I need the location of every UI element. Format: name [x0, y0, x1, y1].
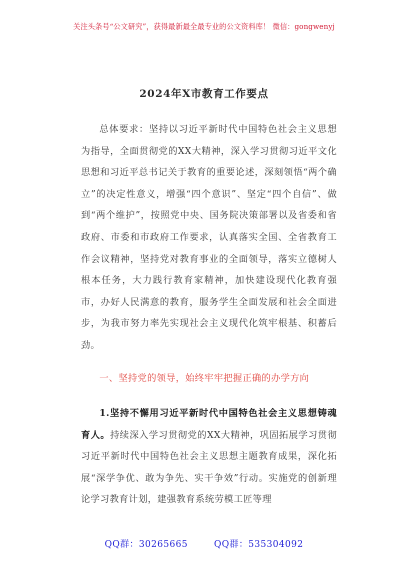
promo-banner: 关注头条号“公文研究”，获得最新最全最专业的公文资料库！ 微信：gongwenyj	[73, 22, 335, 31]
item-one-paragraph	[81, 403, 337, 511]
footer-qq-groups	[0, 537, 408, 550]
footer-qq-group-2: QQ群：535304092	[213, 540, 304, 550]
general-requirement-paragraph: 总体要求：坚持以习近平新时代中国特色社会主义思想为指导，全面贯彻党的XX大精神，深入学习贯彻习近平文化思想和习近平总书记关于教育的重要论述，深刻领悟“两个确立”的决定性意义，增强“四个意识”、坚定“四个自信”、做到“两个维护”，按照党中央、国务院决策部署以及省委和省政府、市委和市政府工作要求，认真落实全国、全省教育工作会议精神，坚持党对教育事业的全面领导，落实立德树人根本任务，大力践行教育家精神，加快建设现代化教育强市，办好人民满意的教育，服务学生全面发展和社会全面进步，为我市努力率先实现社会主义现代化筑牢根基、积蓄后劲。	[81, 124, 337, 351]
footer-qq-group-1: QQ群：30265665	[104, 540, 188, 550]
item-one-lead: 1.坚持不懈用习近平新时代中国特色社会主义思想铸魂育人。	[81, 408, 337, 441]
document-title: 2024年X市教育工作要点	[139, 88, 269, 100]
item-one-body: 持续深入学习贯彻党的XX大精神，巩固拓展学习贯彻习近平新时代中国特色社会主义思想主题教育成果，深化拓展“深学争优、敢为争先、实干争效”行动。实施党的创新理论学习教育计划，建强教育系统劳模工匠等理	[81, 429, 337, 506]
section-one-heading: 一、坚持党的领导，始终牢牢把握正确的办学方向	[99, 373, 310, 384]
